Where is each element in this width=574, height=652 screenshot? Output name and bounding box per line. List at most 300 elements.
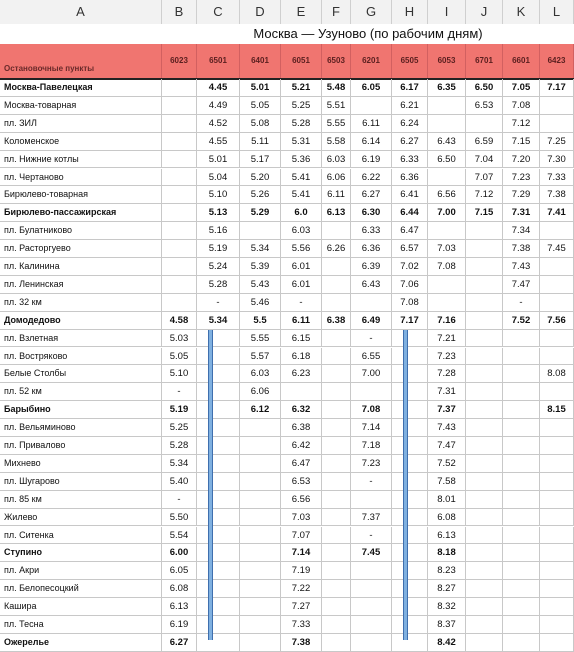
time-cell[interactable] bbox=[540, 491, 574, 509]
time-cell[interactable]: 5.17 bbox=[240, 151, 281, 169]
time-cell[interactable]: 6.06 bbox=[322, 169, 351, 187]
column-letter-C[interactable]: C bbox=[197, 0, 240, 24]
time-cell[interactable]: 5.28 bbox=[197, 276, 240, 294]
time-cell[interactable]: 8.37 bbox=[428, 616, 466, 634]
time-cell[interactable]: 5.13 bbox=[197, 204, 240, 222]
column-letter-L[interactable]: L bbox=[540, 0, 574, 24]
time-cell[interactable] bbox=[540, 258, 574, 276]
time-cell[interactable] bbox=[428, 222, 466, 240]
time-cell[interactable]: 5.41 bbox=[281, 186, 322, 204]
time-cell[interactable]: 6.03 bbox=[281, 222, 322, 240]
time-cell[interactable] bbox=[392, 544, 428, 562]
stop-name-cell[interactable]: пл. Булатниково bbox=[0, 222, 162, 240]
column-letter-J[interactable]: J bbox=[466, 0, 503, 24]
time-cell[interactable]: 7.43 bbox=[428, 419, 466, 437]
time-cell[interactable] bbox=[240, 580, 281, 598]
time-cell[interactable] bbox=[162, 97, 197, 115]
time-cell[interactable] bbox=[197, 616, 240, 634]
time-cell[interactable]: 6.00 bbox=[162, 544, 197, 562]
time-cell[interactable] bbox=[466, 419, 503, 437]
time-cell[interactable]: 6.01 bbox=[281, 258, 322, 276]
time-cell[interactable] bbox=[540, 527, 574, 545]
time-cell[interactable]: - bbox=[197, 294, 240, 312]
train-number-cell[interactable]: 6051 bbox=[281, 44, 322, 78]
time-cell[interactable]: 5.11 bbox=[240, 133, 281, 151]
time-cell[interactable] bbox=[162, 133, 197, 151]
time-cell[interactable]: 5.21 bbox=[281, 79, 322, 97]
train-number-cell[interactable]: 6053 bbox=[428, 44, 466, 78]
time-cell[interactable] bbox=[392, 437, 428, 455]
train-number-cell[interactable]: 6501 bbox=[197, 44, 240, 78]
time-cell[interactable]: 7.52 bbox=[428, 455, 466, 473]
time-cell[interactable] bbox=[322, 258, 351, 276]
time-cell[interactable] bbox=[392, 473, 428, 491]
time-cell[interactable] bbox=[503, 473, 540, 491]
stop-name-cell[interactable]: пл. Чертаново bbox=[0, 169, 162, 187]
time-cell[interactable] bbox=[351, 580, 392, 598]
time-cell[interactable]: 5.05 bbox=[240, 97, 281, 115]
time-cell[interactable]: 6.57 bbox=[392, 240, 428, 258]
time-cell[interactable] bbox=[392, 383, 428, 401]
time-cell[interactable] bbox=[466, 527, 503, 545]
time-cell[interactable]: 5.54 bbox=[162, 527, 197, 545]
time-cell[interactable] bbox=[540, 616, 574, 634]
time-cell[interactable]: 6.11 bbox=[351, 115, 392, 133]
train-number-cell[interactable]: 6023 bbox=[162, 44, 197, 78]
column-letter-A[interactable]: A bbox=[0, 0, 162, 24]
time-cell[interactable]: 7.23 bbox=[428, 348, 466, 366]
column-letter-E[interactable]: E bbox=[281, 0, 322, 24]
time-cell[interactable]: 7.07 bbox=[466, 169, 503, 187]
time-cell[interactable]: 7.38 bbox=[540, 186, 574, 204]
time-cell[interactable] bbox=[351, 491, 392, 509]
time-cell[interactable] bbox=[392, 348, 428, 366]
time-cell[interactable] bbox=[540, 115, 574, 133]
time-cell[interactable] bbox=[466, 544, 503, 562]
time-cell[interactable]: 6.43 bbox=[351, 276, 392, 294]
time-cell[interactable] bbox=[197, 634, 240, 652]
time-cell[interactable] bbox=[392, 562, 428, 580]
time-cell[interactable]: 8.08 bbox=[540, 365, 574, 383]
stop-name-cell[interactable]: пл. 52 км bbox=[0, 383, 162, 401]
time-cell[interactable]: 6.33 bbox=[392, 151, 428, 169]
time-cell[interactable]: 7.12 bbox=[503, 115, 540, 133]
time-cell[interactable] bbox=[392, 580, 428, 598]
time-cell[interactable]: 5.25 bbox=[281, 97, 322, 115]
time-cell[interactable] bbox=[322, 509, 351, 527]
time-cell[interactable]: - bbox=[162, 491, 197, 509]
time-cell[interactable]: 8.42 bbox=[428, 634, 466, 652]
time-cell[interactable]: 7.21 bbox=[428, 330, 466, 348]
time-cell[interactable]: 5.39 bbox=[240, 258, 281, 276]
time-cell[interactable]: 6.22 bbox=[351, 169, 392, 187]
train-number-cell[interactable]: 6503 bbox=[322, 44, 351, 78]
time-cell[interactable] bbox=[466, 491, 503, 509]
time-cell[interactable] bbox=[503, 527, 540, 545]
time-cell[interactable] bbox=[322, 348, 351, 366]
time-cell[interactable]: 6.11 bbox=[281, 312, 322, 330]
time-cell[interactable]: 7.56 bbox=[540, 312, 574, 330]
time-cell[interactable]: - bbox=[351, 473, 392, 491]
time-cell[interactable]: 5.29 bbox=[240, 204, 281, 222]
column-letter-B[interactable]: B bbox=[162, 0, 197, 24]
time-cell[interactable]: 6.0 bbox=[281, 204, 322, 222]
time-cell[interactable]: 4.55 bbox=[197, 133, 240, 151]
time-cell[interactable] bbox=[503, 634, 540, 652]
time-cell[interactable]: 7.06 bbox=[392, 276, 428, 294]
time-cell[interactable] bbox=[162, 79, 197, 97]
column-letter-D[interactable]: D bbox=[240, 0, 281, 24]
time-cell[interactable] bbox=[322, 562, 351, 580]
time-cell[interactable] bbox=[322, 276, 351, 294]
time-cell[interactable] bbox=[466, 509, 503, 527]
time-cell[interactable] bbox=[503, 365, 540, 383]
time-cell[interactable]: 6.50 bbox=[466, 79, 503, 97]
time-cell[interactable]: 6.47 bbox=[392, 222, 428, 240]
time-cell[interactable] bbox=[540, 294, 574, 312]
time-cell[interactable]: 5.20 bbox=[240, 169, 281, 187]
stop-name-cell[interactable]: Бирюлево-товарная bbox=[0, 186, 162, 204]
time-cell[interactable] bbox=[540, 419, 574, 437]
time-cell[interactable]: 7.19 bbox=[281, 562, 322, 580]
time-cell[interactable] bbox=[162, 294, 197, 312]
time-cell[interactable]: 6.55 bbox=[351, 348, 392, 366]
time-cell[interactable] bbox=[197, 598, 240, 616]
time-cell[interactable] bbox=[466, 562, 503, 580]
time-cell[interactable]: 6.05 bbox=[351, 79, 392, 97]
time-cell[interactable]: 5.28 bbox=[162, 437, 197, 455]
time-cell[interactable]: 6.35 bbox=[428, 79, 466, 97]
time-cell[interactable] bbox=[322, 598, 351, 616]
stop-name-cell[interactable]: пл. Ситенка bbox=[0, 527, 162, 545]
time-cell[interactable]: 5.34 bbox=[240, 240, 281, 258]
time-cell[interactable]: 6.12 bbox=[240, 401, 281, 419]
time-cell[interactable]: 6.19 bbox=[351, 151, 392, 169]
time-cell[interactable] bbox=[466, 330, 503, 348]
time-cell[interactable]: 7.43 bbox=[503, 258, 540, 276]
time-cell[interactable]: 7.37 bbox=[351, 509, 392, 527]
time-cell[interactable] bbox=[540, 330, 574, 348]
time-cell[interactable] bbox=[240, 222, 281, 240]
time-cell[interactable]: 6.41 bbox=[392, 186, 428, 204]
stop-name-cell[interactable]: Москва-товарная bbox=[0, 97, 162, 115]
time-cell[interactable]: 6.24 bbox=[392, 115, 428, 133]
time-cell[interactable]: 4.52 bbox=[197, 115, 240, 133]
time-cell[interactable]: 7.31 bbox=[428, 383, 466, 401]
time-cell[interactable] bbox=[197, 401, 240, 419]
time-cell[interactable]: 5.16 bbox=[197, 222, 240, 240]
time-cell[interactable] bbox=[392, 634, 428, 652]
time-cell[interactable]: 6.19 bbox=[162, 616, 197, 634]
time-cell[interactable] bbox=[281, 383, 322, 401]
time-cell[interactable]: 5.57 bbox=[240, 348, 281, 366]
time-cell[interactable]: 7.03 bbox=[281, 509, 322, 527]
time-cell[interactable] bbox=[540, 562, 574, 580]
time-cell[interactable]: 6.15 bbox=[281, 330, 322, 348]
time-cell[interactable]: 8.27 bbox=[428, 580, 466, 598]
time-cell[interactable] bbox=[466, 580, 503, 598]
stop-name-cell[interactable]: пл. ЗИЛ bbox=[0, 115, 162, 133]
time-cell[interactable]: 6.36 bbox=[392, 169, 428, 187]
time-cell[interactable] bbox=[351, 598, 392, 616]
time-cell[interactable] bbox=[466, 634, 503, 652]
time-cell[interactable]: 6.01 bbox=[281, 276, 322, 294]
time-cell[interactable]: 6.21 bbox=[392, 97, 428, 115]
stop-name-cell[interactable]: пл. Востряково bbox=[0, 348, 162, 366]
time-cell[interactable] bbox=[351, 294, 392, 312]
time-cell[interactable]: 7.08 bbox=[392, 294, 428, 312]
time-cell[interactable]: 6.53 bbox=[281, 473, 322, 491]
stop-name-cell[interactable]: пл. 32 км bbox=[0, 294, 162, 312]
time-cell[interactable] bbox=[466, 473, 503, 491]
time-cell[interactable]: 7.28 bbox=[428, 365, 466, 383]
column-letter-G[interactable]: G bbox=[351, 0, 392, 24]
time-cell[interactable]: 7.08 bbox=[351, 401, 392, 419]
time-cell[interactable]: 7.14 bbox=[351, 419, 392, 437]
time-cell[interactable]: 8.32 bbox=[428, 598, 466, 616]
stop-name-cell[interactable]: Жилево bbox=[0, 509, 162, 527]
stop-name-cell[interactable]: пл. Нижние котлы bbox=[0, 151, 162, 169]
time-cell[interactable]: 7.05 bbox=[503, 79, 540, 97]
time-cell[interactable] bbox=[503, 509, 540, 527]
time-cell[interactable]: 7.07 bbox=[281, 527, 322, 545]
time-cell[interactable] bbox=[392, 419, 428, 437]
time-cell[interactable] bbox=[162, 169, 197, 187]
time-cell[interactable] bbox=[240, 473, 281, 491]
stop-name-cell[interactable]: пл. Акри bbox=[0, 562, 162, 580]
time-cell[interactable] bbox=[240, 634, 281, 652]
time-cell[interactable]: 7.37 bbox=[428, 401, 466, 419]
time-cell[interactable] bbox=[540, 634, 574, 652]
time-cell[interactable]: 7.41 bbox=[540, 204, 574, 222]
time-cell[interactable]: 5.25 bbox=[162, 419, 197, 437]
time-cell[interactable] bbox=[428, 276, 466, 294]
time-cell[interactable]: 7.34 bbox=[503, 222, 540, 240]
time-cell[interactable]: 5.34 bbox=[162, 455, 197, 473]
time-cell[interactable]: 7.00 bbox=[428, 204, 466, 222]
time-cell[interactable]: 5.19 bbox=[162, 401, 197, 419]
time-cell[interactable]: 7.15 bbox=[466, 204, 503, 222]
time-cell[interactable] bbox=[503, 383, 540, 401]
time-cell[interactable] bbox=[322, 634, 351, 652]
time-cell[interactable] bbox=[428, 169, 466, 187]
time-cell[interactable]: 6.33 bbox=[351, 222, 392, 240]
time-cell[interactable] bbox=[240, 544, 281, 562]
time-cell[interactable] bbox=[197, 330, 240, 348]
time-cell[interactable]: 7.31 bbox=[503, 204, 540, 222]
time-cell[interactable]: 7.18 bbox=[351, 437, 392, 455]
time-cell[interactable]: 7.04 bbox=[466, 151, 503, 169]
time-cell[interactable]: 7.47 bbox=[503, 276, 540, 294]
time-cell[interactable] bbox=[466, 258, 503, 276]
time-cell[interactable] bbox=[197, 365, 240, 383]
time-cell[interactable]: 6.03 bbox=[322, 151, 351, 169]
time-cell[interactable]: 6.06 bbox=[240, 383, 281, 401]
stop-name-cell[interactable]: Кашира bbox=[0, 598, 162, 616]
time-cell[interactable]: 5.31 bbox=[281, 133, 322, 151]
time-cell[interactable] bbox=[197, 437, 240, 455]
time-cell[interactable] bbox=[162, 151, 197, 169]
train-number-cell[interactable]: 6601 bbox=[503, 44, 540, 78]
time-cell[interactable] bbox=[540, 437, 574, 455]
time-cell[interactable]: 6.43 bbox=[428, 133, 466, 151]
time-cell[interactable] bbox=[197, 562, 240, 580]
time-cell[interactable] bbox=[466, 294, 503, 312]
time-cell[interactable]: 7.20 bbox=[503, 151, 540, 169]
column-letter-I[interactable]: I bbox=[428, 0, 466, 24]
time-cell[interactable] bbox=[322, 383, 351, 401]
time-cell[interactable] bbox=[466, 401, 503, 419]
time-cell[interactable]: 6.50 bbox=[428, 151, 466, 169]
time-cell[interactable]: 7.30 bbox=[540, 151, 574, 169]
stop-name-cell[interactable]: Ступино bbox=[0, 544, 162, 562]
time-cell[interactable]: 7.47 bbox=[428, 437, 466, 455]
time-cell[interactable] bbox=[197, 383, 240, 401]
time-cell[interactable] bbox=[392, 365, 428, 383]
time-cell[interactable]: 6.44 bbox=[392, 204, 428, 222]
time-cell[interactable] bbox=[240, 419, 281, 437]
time-cell[interactable]: 5.40 bbox=[162, 473, 197, 491]
time-cell[interactable] bbox=[240, 527, 281, 545]
time-cell[interactable] bbox=[540, 455, 574, 473]
time-cell[interactable] bbox=[322, 527, 351, 545]
time-cell[interactable] bbox=[322, 473, 351, 491]
time-cell[interactable]: 7.38 bbox=[503, 240, 540, 258]
stop-name-cell[interactable]: Домодедово bbox=[0, 312, 162, 330]
time-cell[interactable] bbox=[351, 562, 392, 580]
time-cell[interactable]: 6.49 bbox=[351, 312, 392, 330]
time-cell[interactable] bbox=[503, 491, 540, 509]
time-cell[interactable] bbox=[466, 115, 503, 133]
time-cell[interactable]: 6.38 bbox=[322, 312, 351, 330]
time-cell[interactable] bbox=[197, 509, 240, 527]
time-cell[interactable]: 7.27 bbox=[281, 598, 322, 616]
time-cell[interactable]: 6.27 bbox=[392, 133, 428, 151]
time-cell[interactable] bbox=[503, 437, 540, 455]
time-cell[interactable]: 5.50 bbox=[162, 509, 197, 527]
train-number-cell[interactable]: 6701 bbox=[466, 44, 503, 78]
time-cell[interactable] bbox=[197, 527, 240, 545]
train-number-cell[interactable]: 6423 bbox=[540, 44, 574, 78]
time-cell[interactable]: 6.26 bbox=[322, 240, 351, 258]
time-cell[interactable]: 6.08 bbox=[162, 580, 197, 598]
time-cell[interactable]: 7.15 bbox=[503, 133, 540, 151]
time-cell[interactable] bbox=[197, 491, 240, 509]
time-cell[interactable] bbox=[240, 437, 281, 455]
time-cell[interactable] bbox=[240, 509, 281, 527]
time-cell[interactable] bbox=[392, 616, 428, 634]
time-cell[interactable] bbox=[503, 562, 540, 580]
stop-name-cell[interactable]: пл. Привалово bbox=[0, 437, 162, 455]
column-letter-K[interactable]: K bbox=[503, 0, 540, 24]
stops-header[interactable]: Остановочные пункты bbox=[0, 44, 162, 78]
time-cell[interactable]: - bbox=[351, 330, 392, 348]
sheet-title[interactable]: Москва — Узуново (по рабочим дням) bbox=[253, 26, 483, 41]
time-cell[interactable]: 6.36 bbox=[351, 240, 392, 258]
time-cell[interactable]: 5.01 bbox=[197, 151, 240, 169]
stop-name-cell[interactable]: Барыбино bbox=[0, 401, 162, 419]
time-cell[interactable]: 5.55 bbox=[240, 330, 281, 348]
time-cell[interactable] bbox=[428, 294, 466, 312]
time-cell[interactable]: 5.48 bbox=[322, 79, 351, 97]
time-cell[interactable] bbox=[162, 204, 197, 222]
stop-name-cell[interactable]: Москва-Павелецкая bbox=[0, 79, 162, 97]
time-cell[interactable]: 6.59 bbox=[466, 133, 503, 151]
time-cell[interactable] bbox=[540, 473, 574, 491]
time-cell[interactable]: 5.19 bbox=[197, 240, 240, 258]
time-cell[interactable]: 6.13 bbox=[322, 204, 351, 222]
time-cell[interactable]: 5.03 bbox=[162, 330, 197, 348]
time-cell[interactable]: 8.18 bbox=[428, 544, 466, 562]
time-cell[interactable]: 7.12 bbox=[466, 186, 503, 204]
time-cell[interactable]: 7.17 bbox=[540, 79, 574, 97]
time-cell[interactable] bbox=[162, 115, 197, 133]
time-cell[interactable] bbox=[322, 544, 351, 562]
time-cell[interactable] bbox=[392, 598, 428, 616]
time-cell[interactable]: 7.23 bbox=[351, 455, 392, 473]
time-cell[interactable]: 5.58 bbox=[322, 133, 351, 151]
stop-name-cell[interactable]: пл. Ленинская bbox=[0, 276, 162, 294]
time-cell[interactable]: 8.23 bbox=[428, 562, 466, 580]
time-cell[interactable]: - bbox=[281, 294, 322, 312]
time-cell[interactable] bbox=[197, 544, 240, 562]
time-cell[interactable]: 5.05 bbox=[162, 348, 197, 366]
time-cell[interactable] bbox=[162, 222, 197, 240]
time-cell[interactable]: 5.46 bbox=[240, 294, 281, 312]
time-cell[interactable]: 5.01 bbox=[240, 79, 281, 97]
time-cell[interactable] bbox=[392, 401, 428, 419]
time-cell[interactable] bbox=[197, 473, 240, 491]
time-cell[interactable] bbox=[503, 419, 540, 437]
time-cell[interactable]: 6.42 bbox=[281, 437, 322, 455]
time-cell[interactable] bbox=[503, 330, 540, 348]
time-cell[interactable] bbox=[503, 348, 540, 366]
time-cell[interactable] bbox=[392, 491, 428, 509]
time-cell[interactable] bbox=[540, 580, 574, 598]
time-cell[interactable] bbox=[540, 544, 574, 562]
time-cell[interactable]: - bbox=[503, 294, 540, 312]
time-cell[interactable]: 7.03 bbox=[428, 240, 466, 258]
time-cell[interactable] bbox=[240, 598, 281, 616]
time-cell[interactable] bbox=[322, 616, 351, 634]
time-cell[interactable] bbox=[466, 437, 503, 455]
time-cell[interactable] bbox=[162, 240, 197, 258]
time-cell[interactable]: 6.56 bbox=[428, 186, 466, 204]
time-cell[interactable] bbox=[322, 491, 351, 509]
time-cell[interactable]: 4.45 bbox=[197, 79, 240, 97]
time-cell[interactable]: 7.45 bbox=[351, 544, 392, 562]
stop-name-cell[interactable]: пл. Взлетная bbox=[0, 330, 162, 348]
time-cell[interactable]: 5.04 bbox=[197, 169, 240, 187]
time-cell[interactable] bbox=[466, 222, 503, 240]
time-cell[interactable]: 4.49 bbox=[197, 97, 240, 115]
stop-name-cell[interactable]: пл. Шугарово bbox=[0, 473, 162, 491]
time-cell[interactable]: 6.03 bbox=[240, 365, 281, 383]
stop-name-cell[interactable]: Ожерелье bbox=[0, 634, 162, 652]
time-cell[interactable] bbox=[162, 258, 197, 276]
time-cell[interactable]: - bbox=[351, 527, 392, 545]
time-cell[interactable]: 6.11 bbox=[322, 186, 351, 204]
time-cell[interactable]: 5.51 bbox=[322, 97, 351, 115]
time-cell[interactable] bbox=[503, 598, 540, 616]
time-cell[interactable] bbox=[466, 312, 503, 330]
time-cell[interactable]: 7.23 bbox=[503, 169, 540, 187]
time-cell[interactable] bbox=[392, 527, 428, 545]
time-cell[interactable] bbox=[466, 348, 503, 366]
time-cell[interactable]: 6.14 bbox=[351, 133, 392, 151]
time-cell[interactable]: 8.01 bbox=[428, 491, 466, 509]
time-cell[interactable]: 5.10 bbox=[197, 186, 240, 204]
